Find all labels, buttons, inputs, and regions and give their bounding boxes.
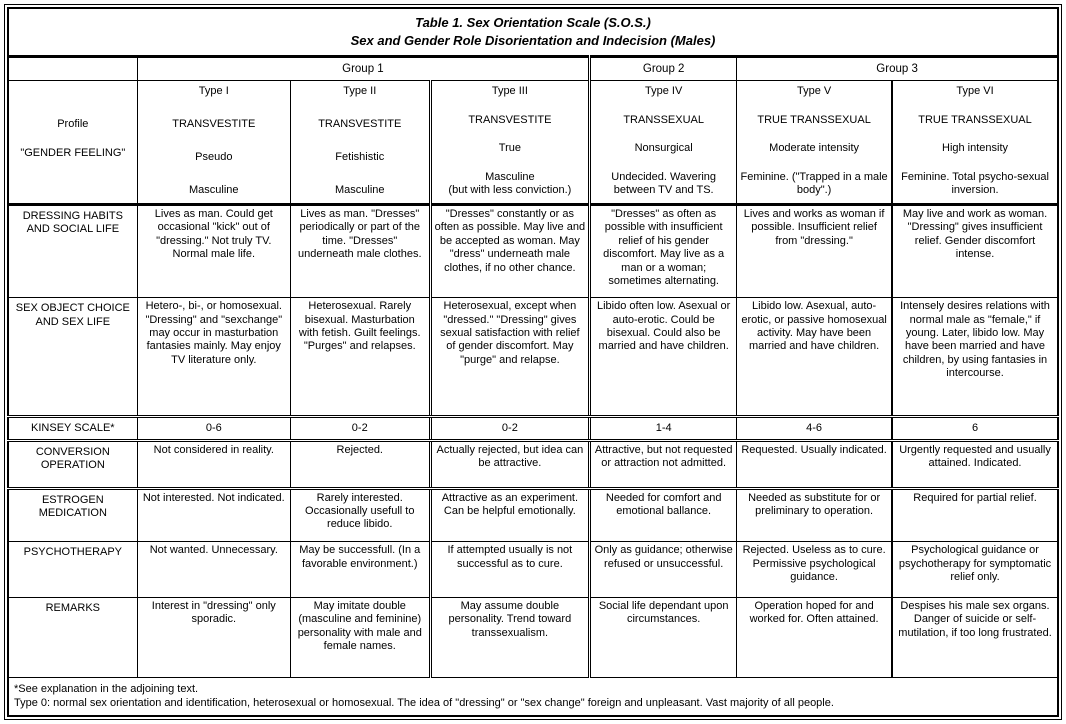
type-name: Type V [796, 85, 832, 98]
gender-feeling-label: "GENDER FEELING" [20, 147, 126, 160]
group-3-header: Group 3 [737, 57, 1058, 81]
cell: Not wanted. Unnecessary. [137, 542, 290, 598]
cell: Requested. Usually indicated. [737, 440, 892, 488]
cell: Rejected. [290, 440, 430, 488]
type-feeling: Masculine (but with less conviction.) [448, 170, 572, 196]
type-category: TRUE TRANSSEXUAL [757, 113, 871, 126]
type-name: Type II [343, 85, 377, 98]
row-label: CONVERSION OPERATION [8, 440, 137, 488]
cell: 1-4 [590, 416, 737, 440]
cell: Intensely desires relations with normal male as "female," if young. Later, libido low. May have been married and have children, by using fantasies in intercourse. [892, 298, 1058, 417]
cell: May assume double personality. Trend toward transsexualism. [430, 597, 590, 677]
type-subtype: Fetishistic [335, 151, 385, 164]
type-category: TRANSSEXUAL [623, 113, 705, 126]
profile-cell-type1 [137, 81, 290, 205]
group-1-header: Group 1 [137, 57, 590, 81]
row-dressing-habits [8, 204, 1058, 297]
cell: Social life dependant upon circumstances. [590, 597, 737, 677]
profile-row [8, 81, 1058, 205]
cell: 0-6 [137, 416, 290, 440]
cell: Required for partial relief. [892, 488, 1058, 542]
type-feeling: Masculine [334, 183, 385, 196]
row-psychotherapy [8, 542, 1058, 598]
row-label-profile [8, 81, 137, 205]
type-feeling: Undecided. Wavering between TV and TS. [611, 170, 717, 196]
type-subtype: Moderate intensity [769, 142, 860, 155]
sos-table [7, 7, 1059, 717]
cell: Needed as substitute for or preliminary to operation. [737, 488, 892, 542]
type-name: Type III [491, 85, 528, 98]
cell: 0-2 [430, 416, 590, 440]
table-title: Table 1. Sex Orientation Scale (S.O.S.) [415, 14, 651, 30]
cell: 0-2 [290, 416, 430, 440]
cell: Lives as man. Could get occasional "kick" out of "dressing." Not truly TV. Normal male life. [137, 204, 290, 297]
cell: If attempted usually is not successful as to cure. [430, 542, 590, 598]
cell: 6 [892, 416, 1058, 440]
cell: Heterosexual, except when "dressed." "Dressing" gives sexual satisfaction with relief of gender discomfort. May "purge" and relapse. [430, 298, 590, 417]
cell: May imitate double (masculine and feminine) personality with male and female names. [290, 597, 430, 677]
row-label: SEX OBJECT CHOICE AND SEX LIFE [8, 298, 137, 417]
cell: Lives and works as woman if possible. Insufficient relief from "dressing." [737, 204, 892, 297]
type-name: Type VI [956, 85, 994, 98]
row-sex-object-choice [8, 298, 1058, 417]
cell: Lives as man. "Dresses" periodically or part of the time. "Dresses" underneath male clothes. [290, 204, 430, 297]
profile-cell-type4 [590, 81, 737, 205]
cell: Not considered in reality. [137, 440, 290, 488]
footnote-type0: Type 0: normal sex orientation and identification, heterosexual or homosexual. The idea of "dressing" or "sex change" foreign and unpleasant. Vast majority of all people. [14, 697, 834, 710]
cell: Despises his male sex organs. Danger of suicide or self-mutilation, if too long frustrated. [892, 597, 1058, 677]
cell: Rarely interested. Occasionally usefull to reduce libido. [290, 488, 430, 542]
profile-cell-type5 [737, 81, 892, 205]
cell: Psychological guidance or psychotherapy for symptomatic relief only. [892, 542, 1058, 598]
cell: Not interested. Not indicated. [137, 488, 290, 542]
profile-cell-type3 [430, 81, 590, 205]
profile-cell-type6 [892, 81, 1058, 205]
row-conversion-operation [8, 440, 1058, 488]
footnote-asterisk: *See explanation in the adjoining text. [14, 682, 199, 695]
cell: Heterosexual. Rarely bisexual. Masturbation with fetish. Guilt feelings. "Purges" and relapses. [290, 298, 430, 417]
cell: Rejected. Useless as to cure. Permissive psychological guidance. [737, 542, 892, 598]
cell: Libido low. Asexual, auto-erotic, or passive homosexual activity. May have been married and have children. [737, 298, 892, 417]
cell: May be successfull. (In a favorable environment.) [290, 542, 430, 598]
cell: "Dresses" constantly or as often as possible. May live and be accepted as woman. May "dress" underneath male clothes, if no other chance. [430, 204, 590, 297]
cell: Urgently requested and usually attained. Indicated. [892, 440, 1058, 488]
group-2-header: Group 2 [590, 57, 737, 81]
cell: May live and work as woman. "Dressing" gives insufficient relief. Gender discomfort intense. [892, 204, 1058, 297]
footnote-row [8, 677, 1058, 716]
row-label: ESTROGEN MEDICATION [8, 488, 137, 542]
type-subtype: Pseudo [195, 151, 233, 164]
row-label: DRESSING HABITS AND SOCIAL LIFE [8, 204, 137, 297]
row-remarks [8, 597, 1058, 677]
cell: Operation hoped for and worked for. Often attained. [737, 597, 892, 677]
row-kinsey-scale [8, 416, 1058, 440]
cell: Actually rejected, but idea can be attractive. [430, 440, 590, 488]
cell: "Dresses" as often as possible with insufficient relief of his gender discomfort. May live as a man or a woman; sometimes alternating. [590, 204, 737, 297]
row-label: REMARKS [8, 597, 137, 677]
type-category: TRANSVESTITE [468, 113, 552, 126]
type-name: Type I [198, 85, 229, 98]
table-subtitle: Sex and Gender Role Disorientation and Indecision (Males) [350, 33, 716, 49]
cell: Libido often low. Asexual or auto-erotic. Could be bisexual. Could also be married and have children. [590, 298, 737, 417]
row-label: KINSEY SCALE* [8, 416, 137, 440]
profile-cell-type2 [290, 81, 430, 205]
title-row [8, 8, 1058, 57]
type-feeling: Feminine. ("Trapped in a male body".) [740, 170, 888, 196]
row-label: PSYCHOTHERAPY [8, 542, 137, 598]
corner-cell [8, 57, 137, 81]
table-frame [4, 4, 1062, 720]
cell: Hetero-, bi-, or homosexual. "Dressing" and "sexchange" may occur in masturbation fantasies mainly. May enjoy TV literature only. [137, 298, 290, 417]
cell: Only as guidance; otherwise refused or unsuccessful. [590, 542, 737, 598]
footnotes-cell [8, 677, 1058, 716]
type-subtype: True [498, 142, 521, 155]
cell: Attractive, but not requested or attraction not admitted. [590, 440, 737, 488]
cell: Attractive as an experiment. Can be helpful emotionally. [430, 488, 590, 542]
type-name: Type IV [645, 85, 683, 98]
type-category: TRANSVESTITE [318, 118, 402, 131]
cell: Interest in "dressing" only sporadic. [137, 597, 290, 677]
type-feeling: Feminine. Total psycho-sexual inversion. [901, 170, 1049, 196]
table-title-cell [8, 8, 1058, 57]
group-header-row [8, 57, 1058, 81]
type-category: TRUE TRANSSEXUAL [918, 113, 1032, 126]
type-feeling: Masculine [189, 183, 239, 196]
profile-label: Profile [57, 118, 89, 130]
type-subtype: High intensity [942, 142, 1009, 155]
cell: Needed for comfort and emotional ballance. [590, 488, 737, 542]
type-subtype: Nonsurgical [634, 142, 693, 155]
cell: 4-6 [737, 416, 892, 440]
row-estrogen-medication [8, 488, 1058, 542]
type-category: TRANSVESTITE [172, 118, 256, 131]
